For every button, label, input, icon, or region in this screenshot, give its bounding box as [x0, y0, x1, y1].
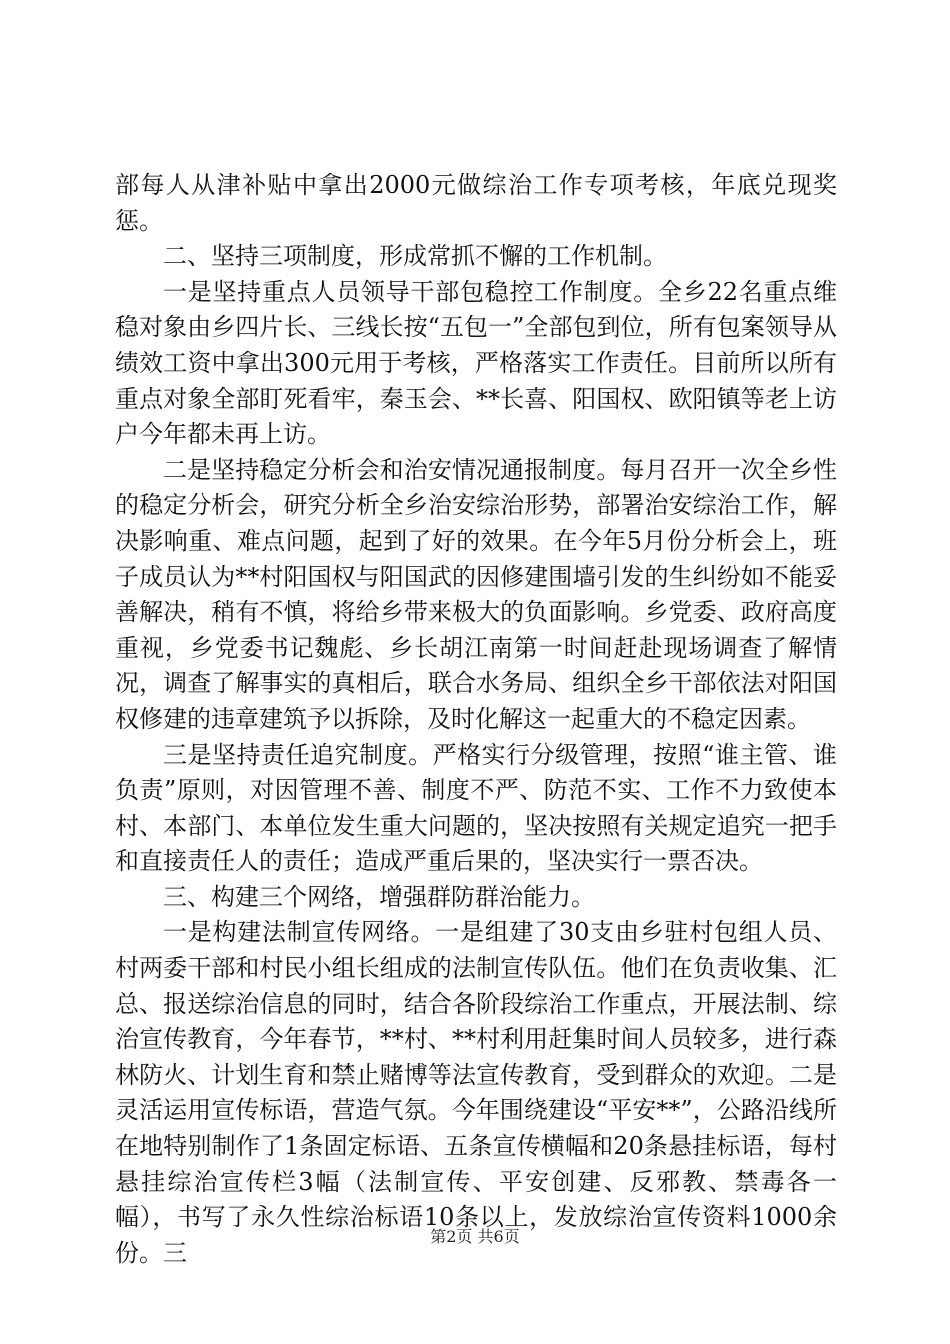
- section-heading-two: 二、坚持三项制度，形成常抓不懈的工作机制。: [163, 242, 667, 271]
- section-heading-three: 三、构建三个网络，增强群防群治能力。: [163, 882, 595, 911]
- paragraph: 一是坚持重点人员领导干部包稳控工作制度。全乡22名重点维稳对象由乡四片长、三线长按“五包一”全部包到位，所有包案领导从绩效工资中拿出300元用于考核，严格落实工作责任。目前所以所有重点对象全部盯死看牢，秦玉会、**长喜、阳国权、欧阳镇等老上访户今年都未再上访。: [115, 277, 837, 449]
- document-body: [115, 168, 837, 1271]
- paragraph-continuation: 部每人从津补贴中拿出2000元做综治工作专项考核，年底兑现奖惩。: [115, 171, 837, 235]
- paragraph: 一是构建法制宣传网络。一是组建了30支由乡驻村包组人员、村两委干部和村民小组长组成的法制宣传队伍。他们在负责收集、汇总、报送综治信息的同时，结合各阶段综治工作重点，开展法制、综治宣传教育，今年春节，**村、**村利用赶集时间人员较多，进行森林防火、计划生育和禁止赌博等法宣传教育，受到群众的欢迎。二是灵活运用宣传标语，营造气氛。今年围绕建设“平安**”，公路沿线所在地特别制作了1条固定标语、五条宣传横幅和20条悬挂标语，每村悬挂综治宣传栏3幅（法制宣传、平安创建、反邪教、禁毒各一幅），书写了永久性综治标语10条以上，发放综治宣传资料1000余份。三: [115, 918, 837, 1267]
- paragraph: 三是坚持责任追究制度。严格实行分级管理，按照“谁主管、谁负责”原则，对因管理不善、制度不严、防范不实、工作不力致使本村、本部门、本单位发生重大问题的，坚决按照有关规定追究一把手和直接责任人的责任；造成严重后果的，坚决实行一票否决。: [115, 740, 837, 876]
- page-footer: 第2页 共6页: [430, 1227, 520, 1246]
- paragraph: 二是坚持稳定分析会和治安情况通报制度。每月召开一次全乡性的稳定分析会，研究分析全乡治安综治形势，部署治安综治工作，解决影响重、难点问题，起到了好的效果。在今年5月份分析会上，班子成员认为**村阳国权与阳国武的因修建围墙引发的生纠纷如不能妥善解决，稍有不慎，将给乡带来极大的负面影响。乡党委、政府高度重视，乡党委书记魏彪、乡长胡江南第一时间赶赴现场调查了解情况，调查了解事实的真相后，联合水务局、组织全乡干部依法对阳国权修建的违章建筑予以拆除，及时化解这一起重大的不稳定因素。: [115, 455, 837, 733]
